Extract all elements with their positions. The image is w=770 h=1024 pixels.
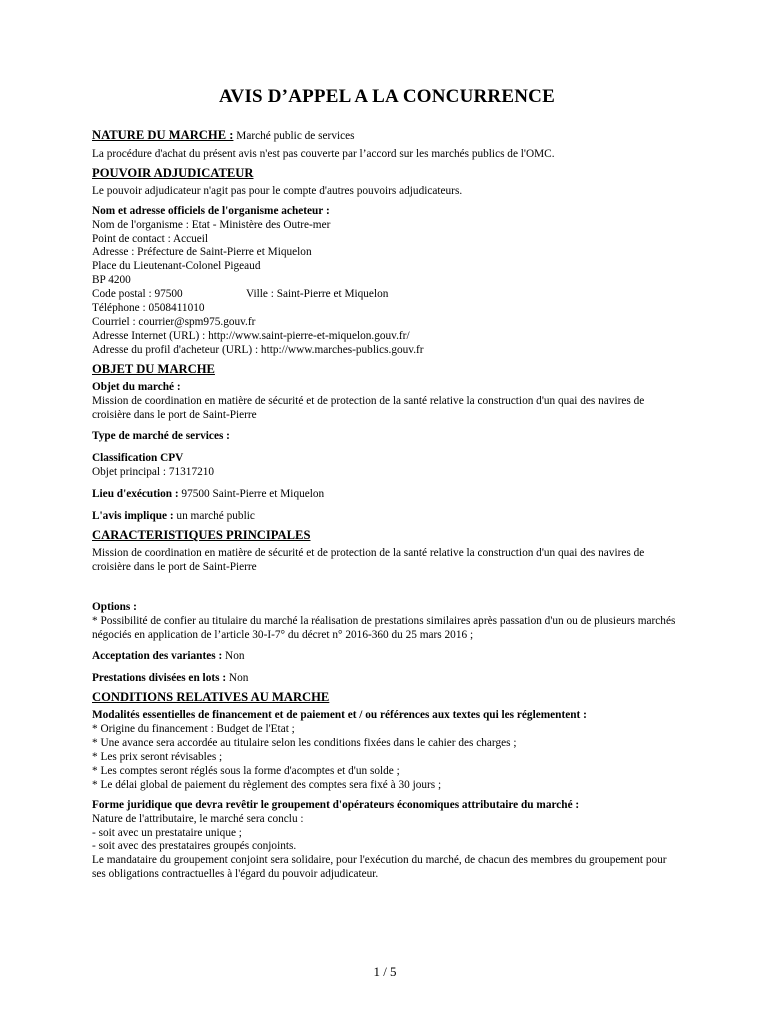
variantes-value: Non [222,650,245,663]
nature-heading: NATURE DU MARCHE : [92,128,234,142]
cpv-label: Classification CPV [92,452,184,465]
lots-label: Prestations divisées en lots : [92,672,227,685]
organisme-line: Nom de l'organisme : Etat - Ministère des Outre-mer [92,218,331,231]
modalites-item: * Les comptes seront réglés sous la forme d'acomptes et d'un solde ; [92,764,400,777]
caract-heading: CARACTERISTIQUES PRINCIPALES [92,527,311,542]
avis-value: un marché public [173,510,255,523]
nature-value: Marché public de services [233,130,355,142]
lots-line [92,672,682,686]
bp-line: BP 4200 [92,274,131,287]
modalites-item: * Une avance sera accordée au titulaire selon les conditions fixées dans le cahier des charges ; [92,737,517,750]
forme-label: Forme juridique que devra revêtir le groupement d'opérateurs économiques attributaire du marché : [92,798,580,811]
avis-label: L'avis implique : [92,510,174,523]
profil-line: Adresse du profil d'acheteur (URL) : http://www.marches-publics.gouv.fr [92,343,424,356]
forme-line: Nature de l'attributaire, le marché sera conclu : [92,812,304,825]
document-body [92,86,682,882]
forme-line: - soit avec un prestataire unique ; [92,826,242,839]
forme-line: - soit avec des prestataires groupés conjoints. [92,840,297,853]
nature-note: La procédure d'achat du présent avis n'est pas couverte par l’accord sur les marchés publics de l'OMC. [92,147,555,160]
options-text: * Possibilité de confier au titulaire du marché la réalisation de prestations similaires après passation d'un ou de plusieurs marchés négociés en application de l’article 30-I-7° du décret n° 2016-360 du 25 mars 2016 ; [92,614,676,641]
courriel-line: Courriel : courrier@spm975.gouv.fr [92,315,256,328]
code-postal: Code postal : 97500 [92,288,183,301]
options-label: Options : [92,600,137,613]
conditions-heading: CONDITIONS RELATIVES AU MARCHE [92,690,330,705]
objet-text: Mission de coordination en matière de sécurité et de protection de la santé relative la construction d'un quai des navires de croisière dans le port de Saint-Pierre [92,394,645,421]
url-line: Adresse Internet (URL) : http://www.saint-pierre-et-miquelon.gouv.fr/ [92,329,410,342]
adresse-line-2: Place du Lieutenant-Colonel Pigeaud [92,260,261,273]
pouvoir-note: Le pouvoir adjudicateur n'agit pas pour le compte d'autres pouvoirs adjudicateurs. [92,184,463,197]
type-label: Type de marché de services : [92,430,230,443]
nom-adresse-heading: Nom et adresse officiels de l'organisme acheteur : [92,204,330,217]
variantes-label: Acceptation des variantes : [92,650,223,663]
ville: Ville : Saint-Pierre et Miquelon [246,288,389,301]
cpv-value: Objet principal : 71317210 [92,466,215,479]
variantes-line [92,650,682,664]
objet-label: Objet du marché : [92,380,181,393]
mandataire-text: Le mandataire du groupement conjoint sera solidaire, pour l'exécution du marché, de chacun des membres du groupement pour ses obligations contractuelles à l'égard du pouvoir adjudicateur. [92,854,667,881]
lieu-line [92,488,682,502]
modalites-label: Modalités essentielles de financement et de paiement et / ou références aux textes qui les réglementent : [92,709,587,722]
code-ville-line [92,288,682,302]
avis-line [92,510,682,524]
caract-text: Mission de coordination en matière de sécurité et de protection de la santé relative la construction d'un quai des navires de croisière dans le port de Saint-Pierre [92,546,645,573]
contact-line: Point de contact : Accueil [92,232,209,245]
modalites-item: * Les prix seront révisables ; [92,751,223,763]
modalites-item: * Le délai global de paiement du règlement des comptes sera fixé à 30 jours ; [92,778,442,791]
nature-line [92,128,682,144]
modalites-item: * Origine du financement : Budget de l'Etat ; [92,723,295,736]
lieu-value: 97500 Saint-Pierre et Miquelon [178,488,325,501]
lots-value: Non [226,672,249,685]
adresse-line-1: Adresse : Préfecture de Saint-Pierre et Miquelon [92,246,312,259]
telephone-line: Téléphone : 0508411010 [92,302,205,315]
lieu-label: Lieu d'exécution : [92,488,179,501]
pouvoir-heading: POUVOIR ADJUDICATEUR [92,165,254,180]
objet-heading: OBJET DU MARCHE [92,361,215,376]
document-title: AVIS D’APPEL A LA CONCURRENCE [219,86,555,107]
page-number: 1 / 5 [373,964,397,979]
